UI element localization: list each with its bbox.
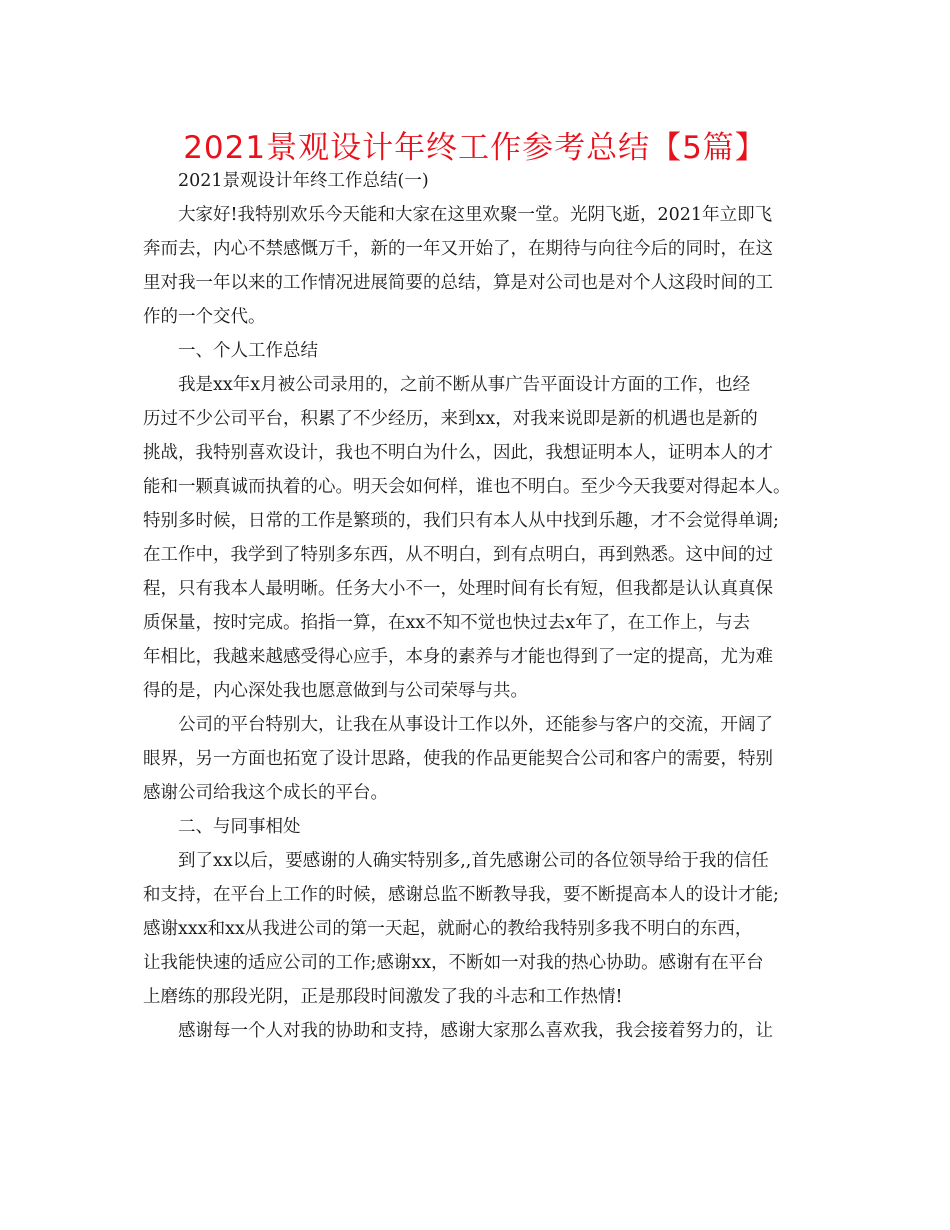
body-line: 程，只有我本人最明晰。任务大小不一，处理时间有长有短，但我都是认认真真保 — [143, 579, 773, 599]
body-line: 感谢xxx和xx从我进公司的第一天起，就耐心的教给我特别多我不明白的东西， — [143, 919, 753, 939]
body-line: 公司的平台特别大，让我在从事设计工作以外，还能参与客户的交流，开阔了 — [178, 715, 773, 735]
body-line: 一、个人工作总结 — [178, 341, 318, 361]
body-line: 作的一个交代。 — [143, 307, 266, 327]
body-line: 上磨练的那段光阴，正是那段时间激发了我的斗志和工作热情! — [143, 987, 623, 1007]
body-line: 到了xx以后，要感谢的人确实特别多,,首先感谢公司的各位领导给于我的信任 — [178, 851, 769, 871]
document-title: 2021景观设计年终工作参考总结【5篇】 — [183, 130, 767, 166]
body-line: 年相比，我越来越感受得心应手，本身的素养与才能也得到了一定的提高，尤为难 — [143, 647, 773, 667]
body-line: 能和一颗真诚而执着的心。明天会如何样，谁也不明白。至少今天我要对得起本人。 — [143, 477, 791, 497]
body-line: 在工作中，我学到了特别多东西，从不明白，到有点明白，再到熟悉。这中间的过 — [143, 545, 773, 565]
body-line: 得的是，内心深处我也愿意做到与公司荣辱与共。 — [143, 681, 528, 701]
body-line: 质保量，按时完成。掐指一算，在xx不知不觉也快过去x年了，在工作上，与去 — [143, 613, 751, 633]
body-line: 历过不少公司平台，积累了不少经历，来到xx，对我来说即是新的机遇也是新的 — [143, 409, 758, 429]
body-line: 特别多时候，日常的工作是繁琐的，我们只有本人从中找到乐趣，才不会觉得单调; — [143, 511, 779, 531]
body-line: 二、与同事相处 — [178, 817, 301, 837]
body-line: 挑战，我特别喜欢设计，我也不明白为什么，因此，我想证明本人，证明本人的才 — [143, 443, 773, 463]
body-line: 2021景观设计年终工作总结(一) — [178, 171, 429, 191]
body-line: 奔而去，内心不禁感慨万千，新的一年又开始了，在期待与向往今后的同时，在这 — [143, 239, 773, 259]
body-line: 我是xx年x月被公司录用的，之前不断从事广告平面设计方面的工作，也经 — [178, 375, 751, 395]
body-line: 里对我一年以来的工作情况进展简要的总结，算是对公司也是对个人这段时间的工 — [143, 273, 773, 293]
document-body — [143, 164, 813, 1048]
body-line: 感谢公司给我这个成长的平台。 — [143, 783, 388, 803]
body-line: 大家好!我特别欢乐今天能和大家在这里欢聚一堂。光阴飞逝，2021年立即飞 — [178, 205, 773, 225]
body-line: 和支持，在平台上工作的时候，感谢总监不断教导我，要不断提高本人的设计才能; — [143, 885, 779, 905]
body-line: 感谢每一个人对我的协助和支持，感谢大家那么喜欢我，我会接着努力的，让 — [178, 1021, 773, 1041]
body-line: 眼界，另一方面也拓宽了设计思路，使我的作品更能契合公司和客户的需要，特别 — [143, 749, 773, 769]
body-line: 让我能快速的适应公司的工作;感谢xx，不断如一对我的热心协助。感谢有在平台 — [143, 953, 764, 973]
